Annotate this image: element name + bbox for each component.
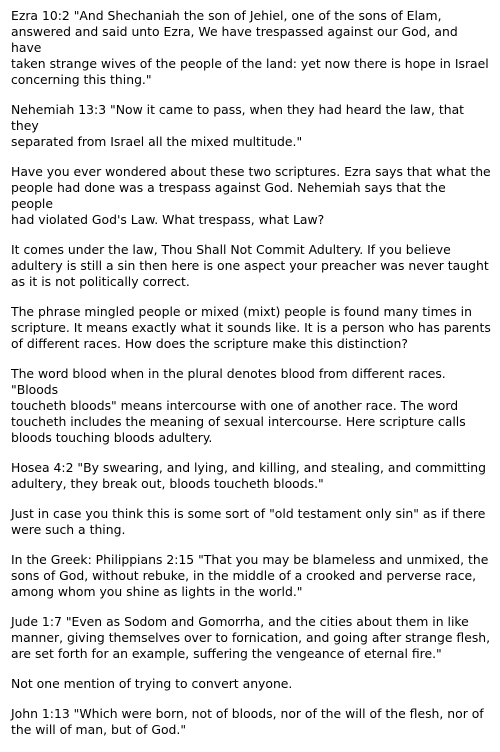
paragraph-mingled-people: The phrase mingled people or mixed (mixt) people is found many times in scripture. It means exactly what it sounds like. It is a person who has parents of different races. How does the scripture make this distinction? <box>11 304 491 351</box>
paragraph-no-conversion: Not one mention of trying to convert anyone. <box>11 676 293 691</box>
paragraph-adultery-law: It comes under the law, Thou Shall Not Commit Adultery. If you believe adultery is still a sin then here is one aspect your preacher was never taught as it is not politically correct. <box>11 242 489 289</box>
document-body <box>11 8 491 752</box>
paragraph-ezra-10-2: Ezra 10:2 "And Shechaniah the son of Jehiel, one of the sons of Elam, answered and said unto Ezra, We have trespassed against our God, and have taken strange wives of the people of the land: yet now there is hope in Israel concerning this thing." <box>11 8 489 87</box>
paragraph-john-1-13: John 1:13 "Which were born, not of bloods, nor of the will of the flesh, nor of the will of man, but of God." <box>11 706 484 737</box>
paragraph-hosea-4-2: Hosea 4:2 "By swearing, and lying, and killing, and stealing, and committing adultery, they break out, bloods toucheth bloods." <box>11 460 487 491</box>
paragraph-question: Have you ever wondered about these two scriptures. Ezra says that what the people had done was a trespass against God. Nehemiah says that the people had violated God's Law. What trespass, what Law? <box>11 164 491 227</box>
paragraph-old-testament: Just in case you think this is some sort of "old testament only sin" as if there were such a thing. <box>11 506 486 537</box>
paragraph-nehemiah-13-3: Nehemiah 13:3 "Now it came to pass, when they had heard the law, that they separated from Israel all the mixed multitude." <box>11 102 465 149</box>
paragraph-jude-1-7: Jude 1:7 "Even as Sodom and Gomorrha, and the cities about them in like manner, giving themselves over to fornication, and going after strange flesh, are set forth for an example, suffering the vengeance of eternal fire." <box>11 614 491 661</box>
paragraph-blood-plural: The word blood when in the plural denotes blood from different races. "Bloods toucheth bloods" means intercourse with one of another race. The word toucheth includes the meaning of sexual intercourse. Here scripture calls bloods touching bloods adultery. <box>11 366 466 445</box>
paragraph-philippians-2-15: In the Greek: Philippians 2:15 "That you may be blameless and unmixed, the sons of God, without rebuke, in the middle of a crooked and perverse race, among whom you shine as lights in the world." <box>11 552 489 599</box>
